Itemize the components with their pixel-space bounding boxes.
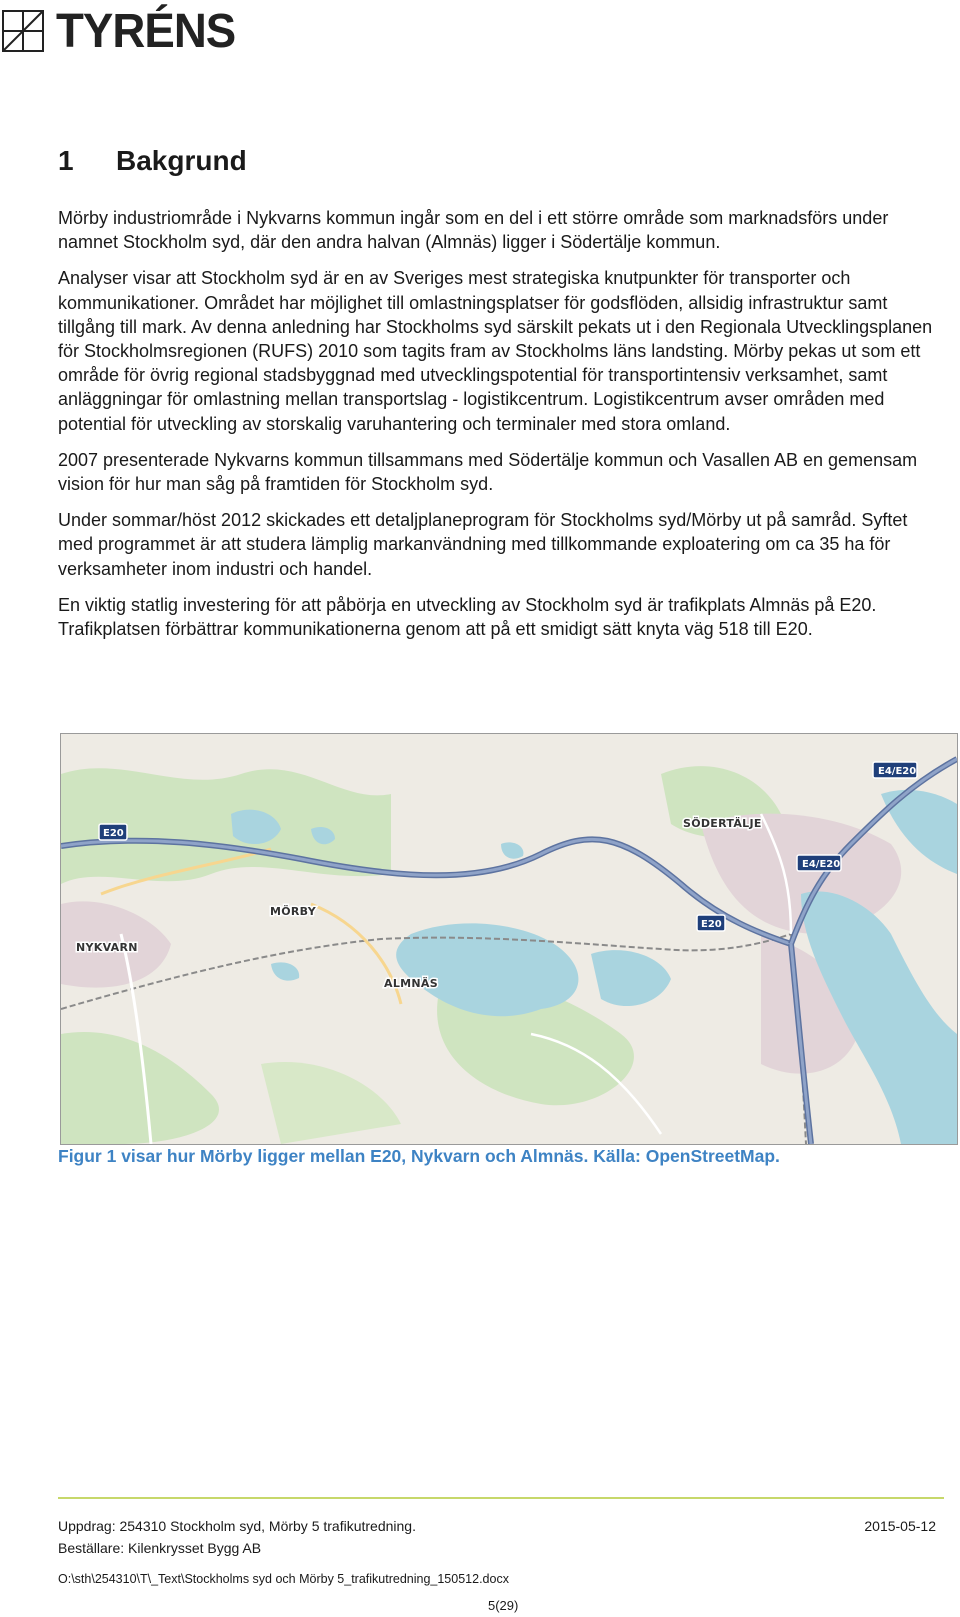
footer-divider <box>58 1497 944 1499</box>
footer-client: Beställare: Kilenkrysset Bygg AB <box>58 1540 262 1556</box>
svg-text:E20: E20 <box>701 919 722 930</box>
map-image <box>61 734 957 1144</box>
section-number: 1 <box>58 145 74 176</box>
logo-text: TYRÉNS <box>56 5 236 58</box>
map-label-nykvarn: NYKVARN <box>76 941 138 954</box>
figure-caption: Figur 1 visar hur Mörby ligger mellan E20, Nykvarn och Almnäs. Källa: OpenStreetMap. <box>58 1146 780 1166</box>
road-shield-e4-e20-middle <box>797 855 841 871</box>
paragraph-4: Under sommar/höst 2012 skickades ett detaljplaneprogram för Stockholms syd/Mörby ut på samråd. Syftet med programmet är att studera lämplig markanvändning med tillkommande exploatering om ca 35 ha för verksamheter inom industri och handel. <box>58 510 908 579</box>
paragraph-1: Mörby industriområde i Nykvarns kommun ingår som en del i ett större område som marknadsförs under namnet Stockholm syd, där den andra halvan (Almnäs) ligger i Södertälje kommun. <box>58 208 889 253</box>
footer-date: 2015-05-12 <box>864 1518 936 1534</box>
section-title: Bakgrund <box>116 145 247 176</box>
map-label-almnas: ALMNÄS <box>384 977 438 990</box>
company-logo <box>0 0 260 56</box>
paragraph-2: Analyser visar att Stockholm syd är en av Sveriges mest strategiska knutpunkter för transporter och kommunikationer. Området har möjlighet till omlastningsplatser för godsflöden, allsidig infrastruktur samt tillgång till mark. Av denna anledning har Stockholms syd särskilt pekats ut i den Regionala Utvecklingsplanen för Stockholmsregionen (RUFS) 2010 som tagits fram av Stockholms läns landsting. Mörby pekas ut som ett område för övrig regional stadsbyggnad med utvecklingspotential för transportintensiv verksamhet, samt anläggningar för omlastning mellan transportslag - logistikcentrum. Logistikcentrum avser områden med potential för utveckling av storskalig varuhantering och terminaler med stora omland. <box>58 268 933 434</box>
page-number: 5(29) <box>488 1598 519 1613</box>
road-shield-e20-east <box>697 915 725 931</box>
svg-text:E20: E20 <box>103 828 124 839</box>
tyrens-logo-mark-icon <box>2 10 44 52</box>
road-shield-e20-west <box>99 824 127 840</box>
paragraph-5: En viktig statlig investering för att påbörja en utveckling av Stockholm syd är trafikplats Almnäs på E20. Trafikplatsen förbättrar kommunikationerna genom att på ett smidigt sätt knyta väg 518 till E20. <box>58 594 877 640</box>
map-figure <box>60 733 958 1145</box>
map-label-morby: MÖRBY <box>270 905 317 918</box>
footer-file-path: O:\sth\254310\T\_Text\Stockholms syd och Mörby 5_trafikutredning_150512.docx <box>58 1572 509 1586</box>
svg-text:E4/E20: E4/E20 <box>802 859 841 870</box>
body-text <box>58 206 938 653</box>
paragraph-3: 2007 presenterade Nykvarns kommun tillsammans med Södertälje kommun och Vasallen AB en gemensam vision för hur man såg på framtiden för Stockholm syd. <box>58 449 918 495</box>
section-heading <box>58 145 247 177</box>
footer-assignment: Uppdrag: 254310 Stockholm syd, Mörby 5 trafikutredning. <box>58 1518 416 1534</box>
road-shield-e4-e20-top <box>873 762 917 778</box>
map-label-sodertalje: SÖDERTÄLJE <box>683 817 762 830</box>
svg-text:E4/E20: E4/E20 <box>878 766 917 777</box>
